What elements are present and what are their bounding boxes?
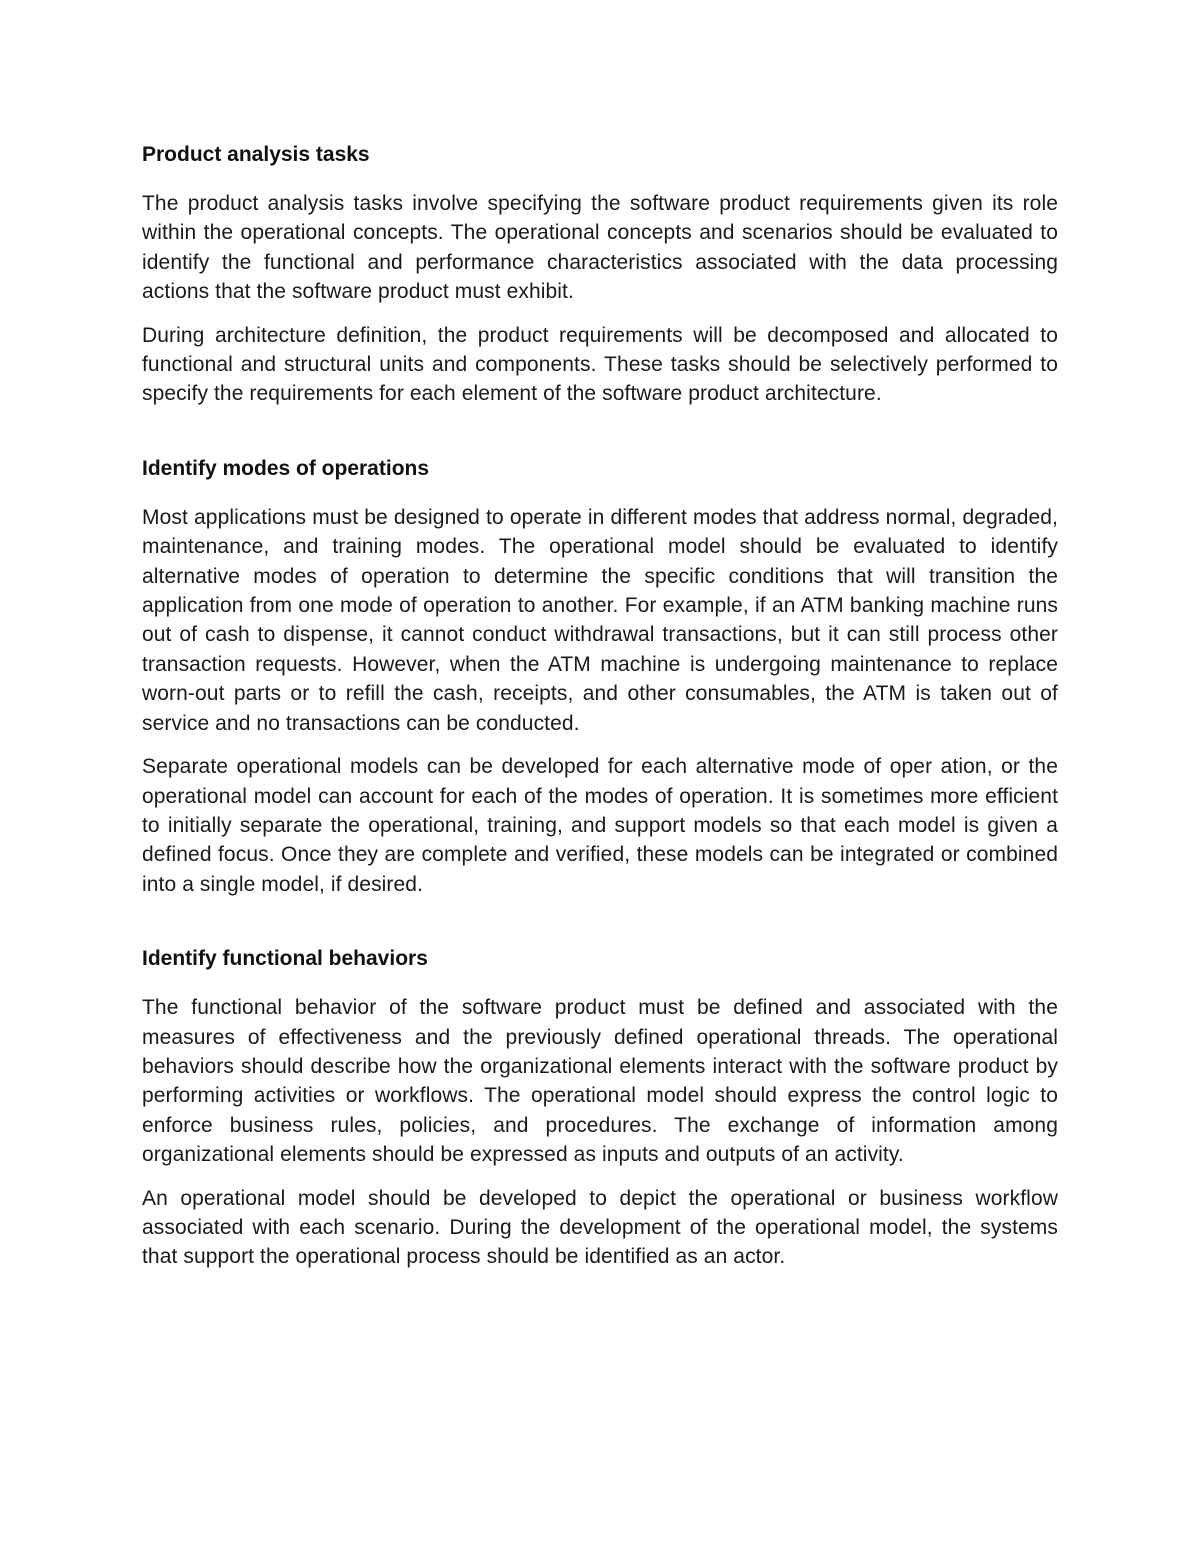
section-identify-functional-behaviors (142, 942, 1058, 1272)
paragraph: Most applications must be designed to operate in different modes that address normal, degraded, maintenance, and training modes. The operational model should be evaluated to identify alternative modes of operation to determine the specific conditions that will transition the application from one mode of operation to another. For example, if an ATM banking machine runs out of cash to dispense, it cannot conduct withdrawal transactions, but it can still process other transaction requests. However, when the ATM machine is undergoing maintenance to replace worn-out parts or to refill the cash, receipts, and other consumables, the ATM is taken out of service and no transactions can be conducted. (142, 505, 1058, 735)
paragraph: An operational model should be developed to depict the operational or business workflow associated with each scenario. During the development of the operational model, the systems that support the operational process should be identified as an actor. (142, 1186, 1058, 1269)
section-product-analysis-tasks (142, 138, 1058, 409)
paragraph: The functional behavior of the software product must be defined and associated with the measures of effectiveness and the previously defined operational threads. The operational behaviors should describe how the organizational elements interact with the software product by performing activities or workflows. The operational model should express the control logic to enforce business rules, policies, and procedures. The exchange of information among organizational elements should be expressed as inputs and outputs of an activity. (142, 996, 1058, 1167)
section-heading: Identify functional behaviors (142, 947, 428, 971)
section-heading: Product analysis tasks (142, 143, 370, 166)
section-heading: Identify modes of operations (142, 456, 430, 480)
paragraph: The product analysis tasks involve specifying the software product requirements given its role within the operational concepts. The operational concepts and scenarios should be evaluated to identify the functional and performance characteristics associated with the data processing actions that the software product must exhibit. (142, 192, 1058, 304)
paragraph: During architecture definition, the product requirements will be decomposed and allocated to functional and structural units and components. These tasks should be selectively performed to specify the requirements for each element of the software product architecture. (142, 323, 1058, 406)
section-identify-modes-of-operations (142, 452, 1058, 899)
document-body (142, 138, 1058, 1272)
paragraph: Separate operational models can be developed for each alternative mode of oper ation, or the operational model can account for each of the modes of operation. It is sometimes more efficient to initially separate the operational, training, and support models so that each model is given a defined focus. Once they are complete and verified, these models can be integrated or combined into a single model, if desired. (142, 755, 1058, 896)
